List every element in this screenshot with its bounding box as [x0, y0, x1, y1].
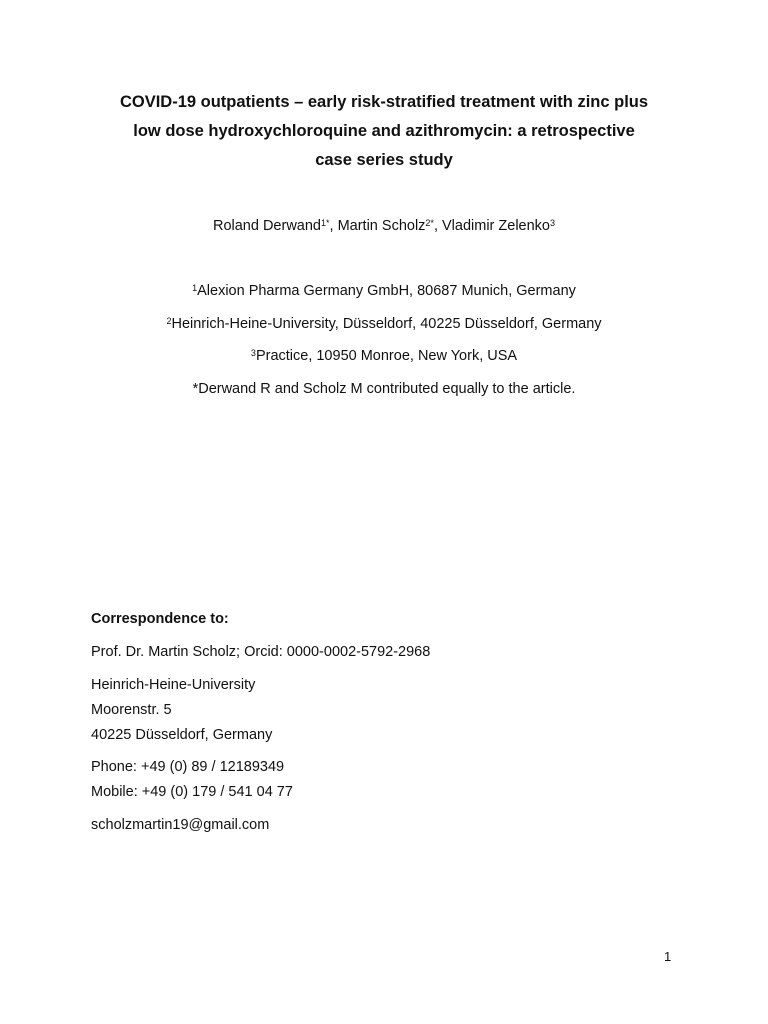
address-line: Moorenstr. 5 [91, 702, 172, 718]
author-affiliation-mark: 1* [321, 218, 330, 228]
author-affiliation-mark: 2* [425, 218, 434, 228]
author-affiliation-mark: 3 [550, 218, 556, 228]
author-list [0, 216, 768, 236]
contribution-note: *Derwand R and Scholz M contributed equally to the article. [192, 381, 576, 397]
correspondence-name: Prof. Dr. Martin Scholz; Orcid: 0000-0002-5792-2968 [91, 644, 431, 660]
paper-title [60, 88, 708, 175]
affiliation-text: Alexion Pharma Germany GmbH, 80687 Munich, Germany [197, 283, 576, 299]
author-name: Roland Derwand [212, 218, 321, 234]
address-line: 40225 Düsseldorf, Germany [91, 727, 273, 743]
correspondence-contact [91, 755, 293, 805]
affiliation-text: Practice, 10950 Monroe, New York, USA [255, 348, 518, 364]
title-line: case series study [315, 151, 453, 169]
affiliation-3 [0, 346, 768, 366]
mobile-number: Mobile: +49 (0) 179 / 541 04 77 [91, 784, 293, 800]
email-address: scholzmartin19@gmail.com [91, 817, 270, 833]
author-separator: , [329, 218, 338, 234]
author-name: Vladimir Zelenko [442, 218, 550, 234]
affiliation-2 [0, 314, 768, 334]
author-name: Martin Scholz [337, 218, 426, 234]
author-separator: , [433, 218, 442, 234]
affiliation-mark: 3 [250, 348, 256, 358]
affiliation-text: Heinrich-Heine-University, Düsseldorf, 40225 Düsseldorf, Germany [171, 316, 602, 332]
address-line: Heinrich-Heine-University [91, 677, 256, 693]
page-number: 1 [664, 949, 672, 964]
phone-number: Phone: +49 (0) 89 / 12189349 [91, 759, 285, 775]
correspondence-address [91, 673, 272, 748]
affiliation-mark: 2 [166, 316, 172, 326]
affiliation-mark: 1 [192, 283, 198, 293]
title-line: COVID-19 outpatients – early risk-stratified treatment with zinc plus [119, 93, 649, 111]
correspondence-heading: Correspondence to: [91, 611, 229, 627]
title-line: low dose hydroxychloroquine and azithromycin: a retrospective [133, 122, 635, 140]
affiliation-1 [0, 281, 768, 301]
